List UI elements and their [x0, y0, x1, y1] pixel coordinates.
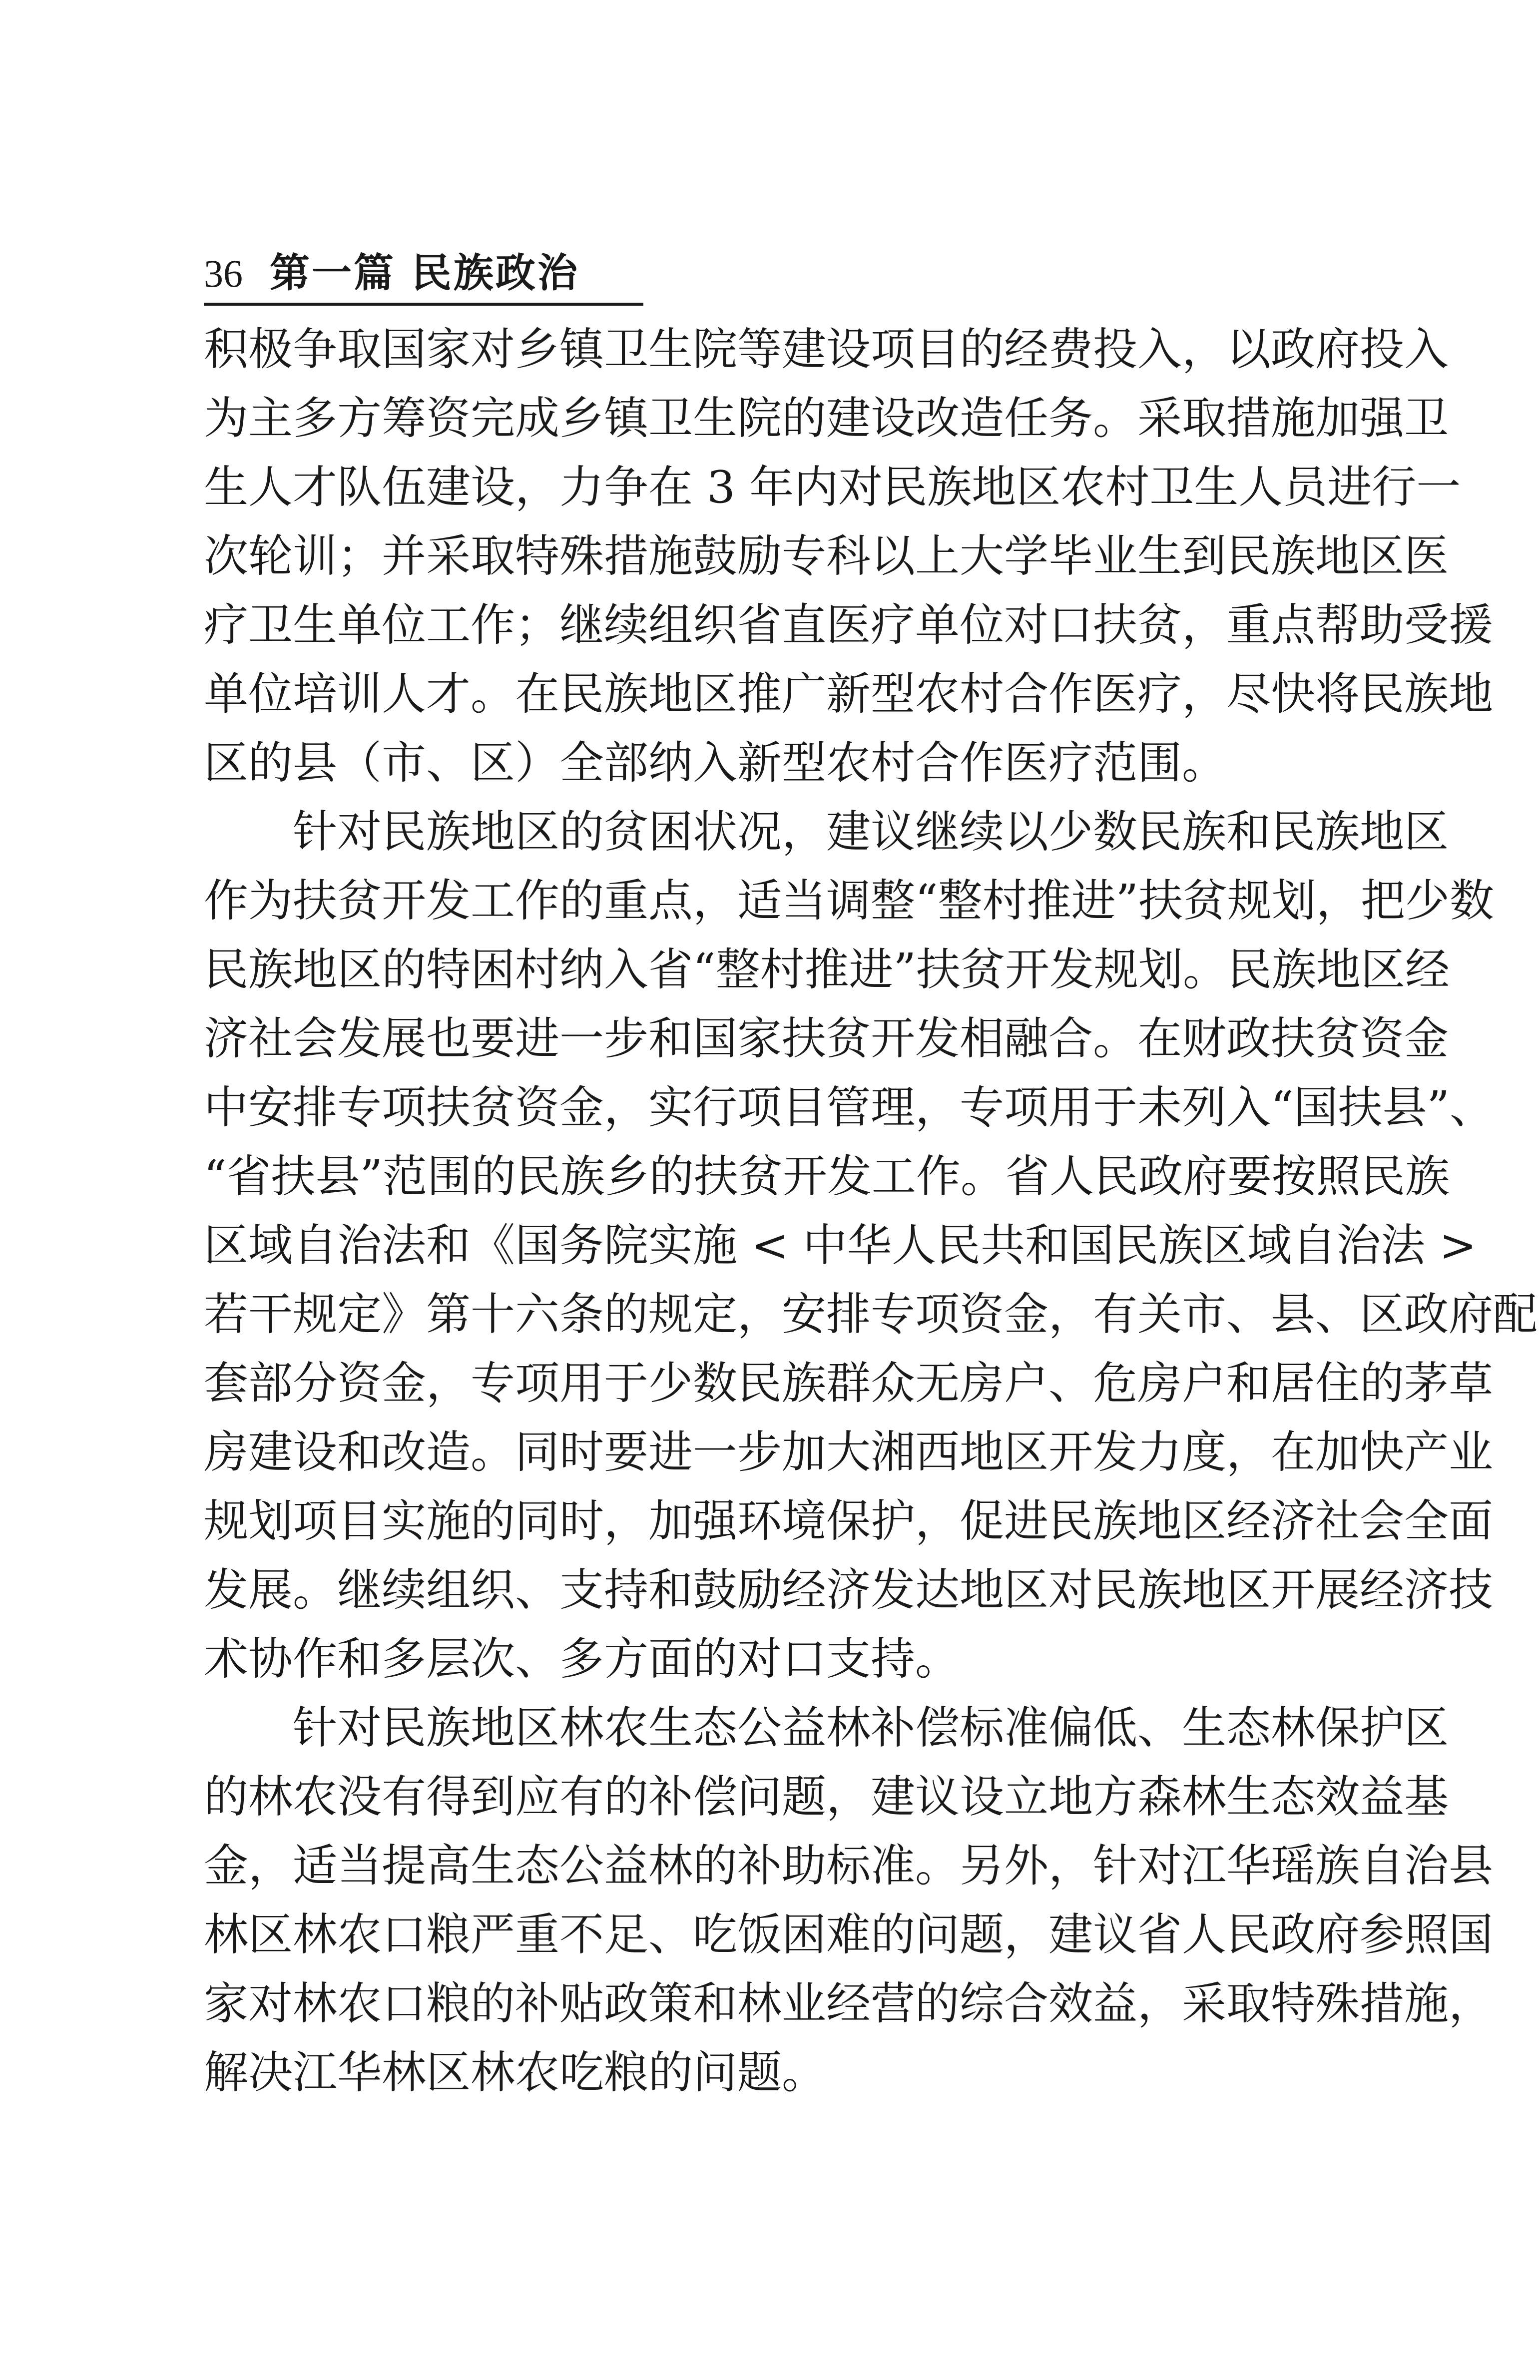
text-line: 针对民族地区的贫困状况，建议继续以少数民族和民族地区: [293, 806, 1449, 858]
text-line: 针对民族地区林农生态公益林补偿标准偏低、生态林保护区: [293, 1702, 1449, 1754]
text-line: 作为扶贫开发工作的重点，适当调整“整村推进”扶贫规划，把少数: [204, 875, 1494, 927]
text-line: 发展。继续组织、支持和鼓励经济发达地区对民族地区开展经济技: [204, 1564, 1493, 1616]
text-line: 次轮训；并采取特殊措施鼓励专科以上大学毕业生到民族地区医: [204, 530, 1449, 582]
text-line: 区的县（市、区）全部纳入新型农村合作医疗范围。: [204, 737, 1226, 789]
text-line: 规划项目实施的同时，加强环境保护，促进民族地区经济社会全面: [204, 1495, 1493, 1547]
paragraph-3: [204, 1693, 1493, 2107]
text-line: 疗卫生单位工作；继续组织省直医疗单位对口扶贫，重点帮助受援: [204, 599, 1493, 651]
text-line: 术协作和多层次、多方面的对口支持。: [204, 1633, 960, 1685]
text-line: 林区林农口粮严重不足、吃饭困难的问题，建议省人民政府参照国: [204, 1908, 1493, 1960]
text-line: 家对林农口粮的补贴政策和林业经营的综合效益，采取特殊措施，: [204, 1977, 1493, 2029]
text-line: 区域自治法和《国务院实施 < 中华人民共和国民族区域自治法 >: [204, 1219, 1477, 1271]
text-line: 民族地区的特困村纳入省“整村推进”扶贫开发规划。民族地区经: [204, 944, 1450, 995]
running-header: [204, 248, 643, 306]
text-line: “省扶县”范围的民族乡的扶贫开发工作。省人民政府要按照民族: [204, 1150, 1450, 1202]
text-line: 若干规定》第十六条的规定，安排专项资金，有关市、县、区政府配: [204, 1288, 1538, 1340]
text-line: 套部分资金，专项用于少数民族群众无房户、危房户和居住的茅草: [204, 1357, 1493, 1409]
text-line: 生人才队伍建设，力争在 3 年内对民族地区农村卫生人员进行一: [204, 461, 1461, 513]
text-line: 房建设和改造。同时要进一步加大湘西地区开发力度，在加快产业: [204, 1426, 1493, 1478]
paragraph-2: [204, 797, 1538, 1693]
text-line: 解决江华林区林农吃粮的问题。: [204, 2046, 826, 2098]
text-line: 金，适当提高生态公益林的补助标准。另外，针对江华瑶族自治县: [204, 1840, 1493, 1892]
text-line: 的林农没有得到应有的补偿问题，建议设立地方森林生态效益基: [204, 1771, 1449, 1823]
text-line: 济社会发展也要进一步和国家扶贫开发相融合。在财政扶贫资金: [204, 1012, 1449, 1064]
body-text: [204, 315, 1538, 2107]
header-title: 第一篇 民族政治: [270, 249, 579, 296]
text-line: 单位培训人才。在民族地区推广新型农村合作医疗，尽快将民族地: [204, 668, 1493, 720]
paragraph-1: [204, 315, 1493, 797]
page-number: 36: [204, 252, 243, 295]
text-line: 中安排专项扶贫资金，实行项目管理，专项用于未列入“国扶县”、: [204, 1081, 1494, 1133]
text-line: 为主多方筹资完成乡镇卫生院的建设改造任务。采取措施加强卫: [204, 392, 1449, 444]
text-line: 积极争取国家对乡镇卫生院等建设项目的经费投入，以政府投入: [204, 323, 1449, 375]
